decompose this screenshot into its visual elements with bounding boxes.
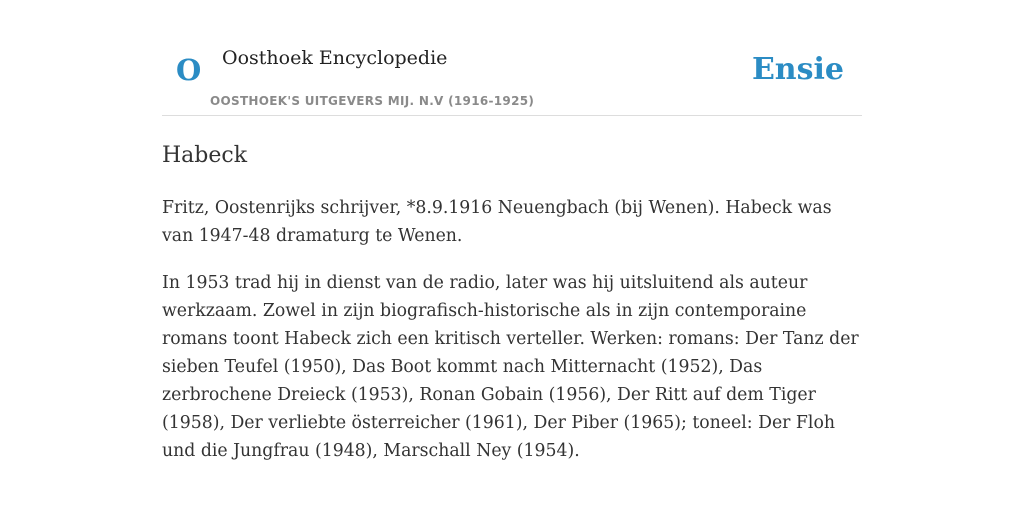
entry-title: Habeck — [162, 143, 248, 168]
entry-content — [162, 142, 862, 465]
site-name[interactable]: Oosthoek Encyclopedie — [222, 47, 448, 69]
entry-paragraph: Fritz, Oostenrijks schrijver, *8.9.1916 Neuengbach (bij Wenen). Habeck was van 1947-48 dramaturg te Wenen. — [162, 198, 832, 246]
page-container — [162, 0, 862, 465]
entry-paragraph: In 1953 trad hij in dienst van de radio, later was hij uitsluitend als auteur werkzaam. Zowel in zijn biografisch-historische als in zijn contemporaine romans toont Habeck zich een kritisch verteller. Werken: romans: Der Tanz der sieben Teufel (1950), Das Boot kommt nach Mitternacht (1952), Das zerbrochene Dreieck (1953), Ronan Gobain (1956), Der Ritt auf dem Tiger (1958), Der verliebte österreicher (1961), Der Piber (1965); toneel: Der Floh und die Jungfrau (1948), Marschall Ney (1954). — [162, 273, 859, 461]
ensie-logo-link[interactable]: Ensie — [751, 52, 844, 87]
site-header — [162, 0, 862, 116]
entry-body — [162, 194, 862, 465]
publisher-subtitle: OOSTHOEK'S UITGEVERS MIJ. N.V (1916-1925) — [210, 94, 535, 108]
oosthoek-logo[interactable]: O — [176, 53, 202, 87]
